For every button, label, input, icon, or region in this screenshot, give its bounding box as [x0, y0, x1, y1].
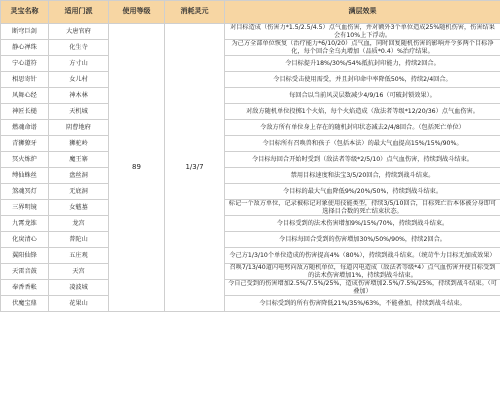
treasure-name: 燃魂命谱: [1, 120, 49, 136]
table-row: [1, 280, 500, 296]
table-row: [1, 136, 500, 152]
treasure-name: 冥火炼炉: [1, 152, 49, 168]
sect-name: 方寸山: [49, 56, 109, 72]
table-row: [1, 152, 500, 168]
header-name: 灵宝名称: [1, 1, 49, 24]
sect-name: 阴曹地府: [49, 120, 109, 136]
sect-name: 凌波城: [49, 280, 109, 296]
treasure-name: 九霄龙锥: [1, 216, 49, 232]
effect-text: 令敌方所有单位身上存在的随机封印状态减去2/4/8回合。（包括死亡单位）: [225, 120, 500, 136]
effect-text: 令目标提升18%/30%/54%抵抗封印能力，持续2回合。: [225, 56, 500, 72]
table-row: [1, 24, 500, 40]
effect-text: 令目标的最大气血降低9%/20%/50%，持续到战斗结束。: [225, 184, 500, 200]
treasure-name: 静心禅珠: [1, 40, 49, 56]
effect-text: 令目标受到的法术伤害增加9%/15%/70%，持续到战斗结束。: [225, 216, 500, 232]
sect-name: 天宫: [49, 264, 109, 280]
table-row: [1, 200, 500, 216]
effect-text: 禁用目标速度和法宝3/5/20回合，持续到战斗结束。: [225, 168, 500, 184]
effect-text: 对敌方随机单位投掷1个火焰，每个火焰造成（敌法者等级*12/20/36）点气血伤害。: [225, 104, 500, 120]
sect-name: 花果山: [49, 296, 109, 312]
spirit-cost-value: 1/3/7: [165, 24, 225, 312]
table-body: [1, 24, 500, 312]
table-row: [1, 248, 500, 264]
sect-name: 无底洞: [49, 184, 109, 200]
effect-text: 令目标所有召唤兽和孩子（包括本法）的最大气血提高15%/15%/90%。: [225, 136, 500, 152]
table-row: [1, 168, 500, 184]
table-row: [1, 184, 500, 200]
sect-name: 龙宫: [49, 216, 109, 232]
header-spirit: 消耗灵元: [165, 1, 225, 24]
table-row: [1, 120, 500, 136]
sect-name: 盘丝洞: [49, 168, 109, 184]
sect-name: 狮驼岭: [49, 136, 109, 152]
treasure-name: 神匠长槌: [1, 104, 49, 120]
header-effect: 满层效果: [225, 1, 500, 24]
sect-name: 五庄观: [49, 248, 109, 264]
treasure-name: 断穹巨剑: [1, 24, 49, 40]
sect-name: 魔王寨: [49, 152, 109, 168]
sect-name: 女儿村: [49, 72, 109, 88]
table-row: [1, 296, 500, 312]
sect-name: 天机城: [49, 104, 109, 120]
header-sect: 适用门派: [49, 1, 109, 24]
treasure-name: 煞魂冥灯: [1, 184, 49, 200]
treasure-name: 翼阳仙锋: [1, 248, 49, 264]
table-row: [1, 88, 500, 104]
treasure-name: 化戾清心: [1, 232, 49, 248]
table-row: [1, 264, 500, 280]
sect-name: 化生寺: [49, 40, 109, 56]
treasure-name: 宁心道符: [1, 56, 49, 72]
effect-text: 令目标受击使用需受，并且封印命中率降低50%，持续2/4回合。: [225, 72, 500, 88]
treasure-name: 缚仙蛛丝: [1, 168, 49, 184]
treasure-name: 奉香香帐: [1, 280, 49, 296]
sect-name: 大唐官府: [49, 24, 109, 40]
effect-text: 令己方1/3/10个单位造成的伤害提高4%（80%），持续到战斗结束。（统苛牛力目标无加成效果）: [225, 248, 500, 264]
treasure-name: 青狮獠牙: [1, 136, 49, 152]
table-row: [1, 232, 500, 248]
effect-text: 标记一个敌方单位，记录被标记对象使用技能类型，持续3/5/10回合，目标死亡后本体被分身即可选择目合数的死亡结束状态。: [225, 200, 500, 216]
table-row: [1, 56, 500, 72]
sect-name: 神木林: [49, 88, 109, 104]
effect-text: 令目标每回合开始时受到（敌法者等级*2/5/10）点气血伤害，持续到战斗结束。: [225, 152, 500, 168]
table-row: [1, 40, 500, 56]
treasure-name: 伏魔宝鼎: [1, 296, 49, 312]
table-row: [1, 104, 500, 120]
treasure-name: 三界明镜: [1, 200, 49, 216]
effect-text: 每回合以当前风灵层数减少4/9/16（可破封锁效果）。: [225, 88, 500, 104]
header-level: 使用等级: [109, 1, 165, 24]
effect-text: 召唤7/13/40道闪电劈向敌方随机单位，每道闪电造成（敌法者等级*4）点气血伤害并使目标受到的法术伤害增加1%，持续到战斗结束。: [225, 264, 500, 280]
effect-text: 令自己受到的伤害增加2.5%/7.5%/25%，造成伤害增加2.5%/7.5%/25%，持续到战斗结束。（可叠加）: [225, 280, 500, 296]
treasure-name: 风舞心经: [1, 88, 49, 104]
table-header-row: [1, 1, 500, 24]
effect-text: 对目标造成（伤害力*1.5/2.5/4.5）点气血伤害，并对额外3个单位造成25%随机伤害，伤害结果会有10%上下浮动。: [225, 24, 500, 40]
effect-text: 为己方全部单位恢复（治疗能力*6/10/20）点气血，同时回复随机伤害的影响并令多两个目标净化，每个回合全乌丸增加（品质*0.4）%治疗结果。: [225, 40, 500, 56]
sect-name: 普陀山: [49, 232, 109, 248]
table-row: [1, 72, 500, 88]
sect-name: 女魃墓: [49, 200, 109, 216]
treasure-name: 天雷音鼓: [1, 264, 49, 280]
effect-text: 令目标每回合受到的伤害增加30%/50%/90%，持续2回合。: [225, 232, 500, 248]
level-value: 89: [109, 24, 165, 312]
table-row: [1, 216, 500, 232]
treasure-name: 相思寄针: [1, 72, 49, 88]
effect-text: 令目标受到的所有伤害降低21%/35%/63%，不能叠加，持续到战斗结束。: [225, 296, 500, 312]
